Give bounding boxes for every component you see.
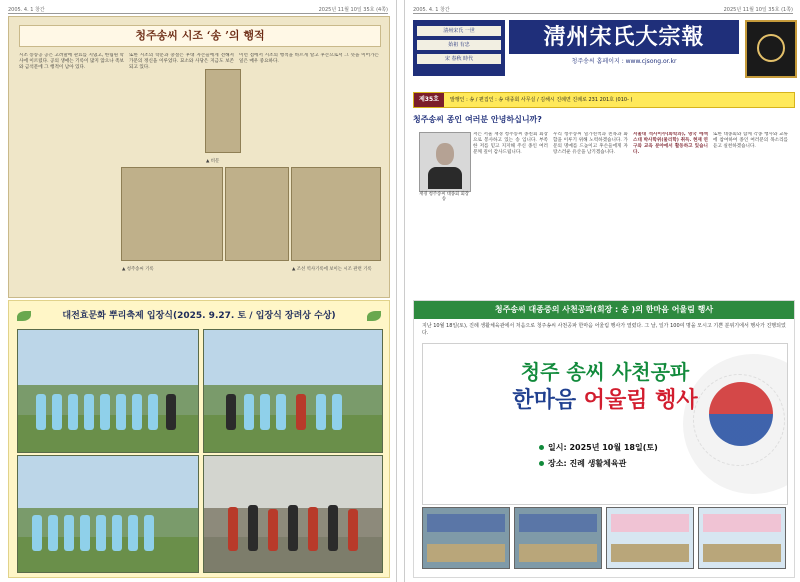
book-photo-2 — [225, 167, 289, 261]
event-place-text: 장소: 진례 생활체육관 — [548, 459, 627, 468]
bullet-icon — [539, 461, 544, 466]
greeting-col-3: 서울대 석사이수(화학과), 영국 에섹스대 박사학위(물리학) 취득. 현재 연구와 교육 분야에서 활동하고 있습니다. — [633, 132, 708, 155]
participant-figure — [316, 394, 326, 430]
participant-figure — [100, 394, 110, 430]
left-col-1: 시조 송송공 공은 고려말에 관료를 지냈고, 한림원 학사에 이르렀다. 공의 생애는 기록이 많지 않으나 족보와 금석문에 그 행적이 남아 있다. — [19, 53, 124, 70]
left-meta-right: 2025년 11월 10일 35호 (4쪽) — [318, 7, 388, 13]
book-photo-1 — [121, 167, 223, 272]
participant-figure — [244, 394, 254, 430]
festival-photo-4 — [203, 455, 383, 573]
participant-figure — [148, 394, 158, 430]
event-thumb-2 — [514, 507, 602, 569]
participant-figure — [288, 505, 298, 551]
event-section — [413, 300, 795, 578]
participant-figure — [84, 394, 94, 430]
participant-figure — [128, 515, 138, 551]
event-date-text: 일시: 2025년 10월 18일(토) — [548, 443, 658, 452]
participant-figure — [80, 515, 90, 551]
book-caption-1: ▲ 청주송씨 기록 — [122, 267, 154, 272]
participant-figure — [332, 394, 342, 430]
participant-figure — [48, 515, 58, 551]
event-thumb-1 — [422, 507, 510, 569]
participant-figure — [228, 507, 238, 551]
participant-figure — [248, 505, 258, 551]
greeting-article — [413, 110, 793, 296]
participant-figure — [112, 515, 122, 551]
stele-caption: ▲ 비문 — [206, 159, 220, 164]
festival-title: 대전효문화 뿌리축제 입장식(2025. 9.27. 토 / 입장식 장려상 수상) — [62, 311, 336, 321]
left-article — [8, 16, 390, 298]
left-col-3: 이런 점에서 시조의 행적을 바르게 알고 후손으로서 그 뜻을 이어가는 일은 매우 중요하다. — [239, 53, 379, 64]
issue-infobar — [413, 92, 795, 108]
greeting-col-2: 우리 청주송씨 일가친척과 친목과 화합을 이루기 위해 노력하겠습니다. 가문의 명예를 드높이고 후손들에게 자랑스러운 유산을 남기겠습니다. — [553, 132, 628, 155]
portrait-caption: 재경 청주송씨 대종회 회장 송 — [419, 192, 469, 202]
left-col-2: 또한 시조의 학문과 충절은 후대 자손들에게 전해져 가문의 정신을 이루었다. 묘소와 사당은 지금도 보존되고 있다. — [129, 53, 234, 70]
right-top-rule — [413, 13, 793, 14]
participant-figure — [116, 394, 126, 430]
masthead-block-1: 淸州宋氏 一世 — [417, 26, 501, 36]
participant-figure — [260, 394, 270, 430]
publisher-info: 발행인 : 송 / 편집인 : 송 대종회 사무실 / 김해시 진례면 진례로 231 201호 (010- ) — [450, 97, 633, 103]
homepage-url[interactable]: 청주송씨 홈페이지 : www.cjsong.or.kr — [571, 58, 677, 65]
event-date — [539, 442, 658, 453]
issue-number: 제35호 — [414, 93, 444, 107]
greeting-title: 청주송씨 종인 여러분 안녕하십니까? — [413, 115, 542, 124]
participant-figure — [132, 394, 142, 430]
book-photo-3 — [291, 167, 381, 272]
participant-figure — [328, 505, 338, 551]
participant-figure — [52, 394, 62, 430]
participant-figure — [296, 394, 306, 430]
participant-figure — [308, 507, 318, 551]
event-thumb-3 — [606, 507, 694, 569]
greeting-col-4: 또한 대종회와 함께 각종 행사와 교류에 참여하여 종인 여러분의 목소리를 듣고 실천하겠습니다. — [713, 132, 788, 149]
event-photo-strip — [422, 507, 786, 569]
participant-figure — [348, 509, 358, 551]
event-intro: 지난 10월 18일(토), 진례 생활체육관에서 처음으로 청주송씨 사천공파 한마음 어울림 행사가 열렸다. 그 날, 일가 100여 명을 모시고 기쁜 분위기에서 행사가 진행되었다. — [422, 323, 786, 336]
clan-seal-icon — [745, 20, 797, 78]
participant-figure — [64, 515, 74, 551]
masthead-block-2: 始祖 有忠 — [417, 40, 501, 50]
festival-photo-2 — [203, 329, 383, 453]
president-portrait — [419, 132, 471, 192]
participant-figure — [268, 509, 278, 551]
festival-photo-3 — [17, 455, 199, 573]
banner-title-line2-part2: 어울림 행사 — [583, 388, 698, 413]
stele-photo — [205, 69, 241, 164]
left-article-title: 청주송씨 시조 ‘송 ’의 행적 — [19, 25, 381, 47]
masthead — [413, 16, 793, 78]
event-thumb-4 — [698, 507, 786, 569]
masthead-block-3: 宋 春秋 時代 — [417, 54, 501, 64]
participant-figure — [68, 394, 78, 430]
participant-figure — [166, 394, 176, 430]
participant-figure — [276, 394, 286, 430]
left-page — [0, 0, 397, 582]
participant-figure — [226, 394, 236, 430]
banner-title-line1: 청주 송씨 사천공파 — [520, 360, 690, 384]
right-meta-left: 2005. 4. 1 창간 — [413, 7, 450, 13]
greeting-col-1: 저는 서울 재경 청주송씨 종친회 회장으로 봉사하고 있는 송 입니다. 부족한 저를 믿고 지지해 주신 종인 여러분께 깊이 감사드립니다. — [473, 132, 548, 155]
bullet-icon — [539, 445, 544, 450]
book-caption-3: ▲ 조선 역사기록에 보이는 시조 관련 기록 — [292, 267, 372, 272]
event-title: 청주송씨 대종중의 사천공파(회장 : 송 )의 한마음 어울림 행사 — [414, 301, 794, 319]
banner-title-line2-part1: 한마음 — [512, 388, 584, 413]
festival-section — [8, 300, 390, 578]
festival-photo-1 — [17, 329, 199, 453]
event-place — [539, 458, 626, 469]
masthead-left-panel — [413, 20, 505, 76]
right-page — [404, 0, 800, 582]
banner-title-line2 — [423, 388, 787, 414]
newspaper-title: 淸州宋氏大宗報 — [509, 20, 739, 54]
event-banner — [422, 343, 788, 505]
left-top-rule — [8, 13, 388, 14]
participant-figure — [32, 515, 42, 551]
left-meta-left: 2005. 4. 1 창간 — [8, 7, 45, 13]
participant-figure — [144, 515, 154, 551]
participant-figure — [36, 394, 46, 430]
participant-figure — [96, 515, 106, 551]
right-meta-right: 2025년 11월 10일 35호 (1쪽) — [723, 7, 793, 13]
